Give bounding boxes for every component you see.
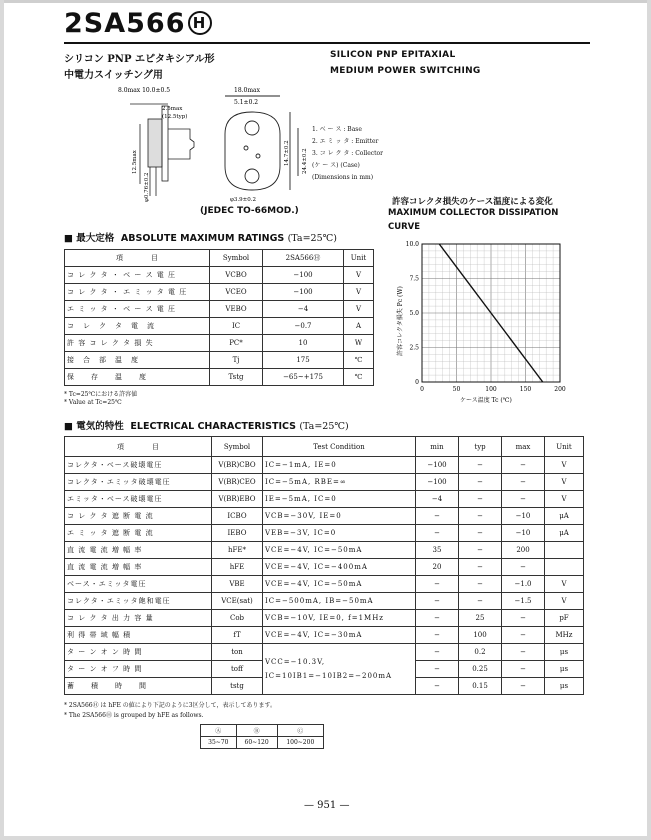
dim-side-top: 8.0max 10.0±0.5	[118, 87, 171, 94]
dim-side-2: 2.5max	[162, 106, 183, 112]
group-c-label: Ⓒ	[277, 725, 323, 737]
elec-hdr-unit: Unit	[545, 437, 584, 457]
x-tick-label: 50	[452, 386, 461, 393]
table-row: コレクタ・ベース破壊電圧 V(BR)CBO IC=−1mA, IE=0 −100 − − V	[65, 457, 584, 474]
abs-note-2: * Value at Tc=25℃	[64, 399, 122, 406]
window-right-edge	[647, 0, 651, 840]
hfe-grouping-table	[200, 724, 324, 749]
dim-front-top2: 5.1±0.2	[234, 99, 259, 106]
chart-ticks	[406, 241, 566, 393]
table-row: 保 存 温 度 Tstg −65~+175 ℃	[65, 369, 374, 386]
y-tick-label: 7.5	[409, 275, 419, 283]
table-row: ベース・エミッタ電圧 VBE VCE=−4V, IC=−50mA − − −1.0 V	[65, 576, 584, 593]
window-left-edge	[0, 0, 4, 840]
desc-jp-1: シリコン PNP エピタキシアル形	[64, 54, 215, 65]
abs-max-heading: ■ 最大定格 ABSOLUTE MAXIMUM RATINGS (Ta=25℃)	[64, 233, 337, 244]
table-row: タ ー ン オ ン 時 間 ton VCC=−10.3V, IC=10IB1=−10IB2=−200mA − 0.2 − μs	[65, 644, 584, 661]
chart-title-jp: 許容コレクタ損失のケース温度による変化	[392, 197, 553, 207]
table-row: コ レ ク タ 遮 断 電 流 ICBO VCB=−30V, IE=0 − − −10 μA	[65, 508, 584, 525]
elec-hdr-min: min	[416, 437, 459, 457]
group-b-label: Ⓑ	[236, 725, 277, 737]
elec-hdr-symbol: Symbol	[212, 437, 263, 457]
elec-note-1: * 2SA566Ⓗ は hFE の値により下記のように3区分して，表示してあります。	[64, 702, 276, 709]
elec-hdr-cond: Test Condition	[263, 437, 416, 457]
dim-front-r2: 24.4±0.2	[302, 148, 308, 174]
elec-hdr-max: max	[502, 437, 545, 457]
package-drawing	[100, 84, 310, 204]
abs-hdr-item: 項 目	[65, 250, 210, 267]
desc-jp-2: 中電力スイッチング用	[64, 70, 163, 81]
package-caption: (JEDEC TO-66MOD.)	[200, 206, 299, 216]
elec-hdr-typ: typ	[459, 437, 502, 457]
dim-side-left: 12.5max	[132, 150, 138, 174]
y-axis-label: 許容コレクタ損失 Pc (W)	[397, 286, 404, 356]
table-row: エミッタ・ベース破壊電圧 V(BR)EBO IE=−5mA, IC=0 −4 − − V	[65, 491, 584, 508]
table-row: エ ミ ッ タ 遮 断 電 流 IEBO VEB=−3V, IC=0 − − −10 μA	[65, 525, 584, 542]
abs-max-table	[64, 249, 374, 386]
abs-hdr-unit: Unit	[344, 250, 374, 267]
abs-note-1: * Tc=25℃における許容値	[64, 391, 138, 398]
elec-hdr-item: 項 目	[65, 437, 212, 457]
x-tick-label: 0	[420, 386, 424, 393]
dim-front-top1: 18.0max	[234, 87, 261, 94]
table-row: 蓄 積 時 間 tstg − 0.15 − μs	[65, 678, 584, 695]
title-rule	[64, 42, 590, 44]
x-tick-label: 100	[485, 386, 497, 393]
pin-label-1: 1. ベ ー ス : Base	[312, 126, 362, 133]
table-row: コ レ ク タ 電 流 IC −0.7 A	[65, 318, 374, 335]
table-row: コレクタ・エミッタ破壊電圧 V(BR)CEO IC=−5mA, RBE=∞ −100 − − V	[65, 474, 584, 491]
dim-side-pin: φ0.76±0.2	[144, 172, 150, 202]
pin-label-3: 3. コ レ ク タ : Collector	[312, 150, 384, 157]
x-tick-label: 150	[519, 386, 532, 393]
x-axis-label: ケース温度 Tc (℃)	[460, 397, 512, 404]
elec-note-2: * The 2SA566Ⓗ is grouped by hFE as follows.	[64, 712, 204, 719]
desc-en-2: MEDIUM POWER SWITCHING	[330, 66, 481, 76]
table-row: 利 得 帯 域 幅 積 fT VCE=−4V, IC=−30mA − 100 − MHz	[65, 627, 584, 644]
y-tick-label: 2.5	[409, 344, 419, 352]
table-row: 許 容 コ レ ク タ 損 失 PC* 10 W	[65, 335, 374, 352]
pin-legend	[312, 124, 383, 184]
window-top-edge	[0, 0, 651, 3]
part-suffix-badge: H	[188, 11, 212, 35]
table-row: 直 流 電 流 増 幅 率 hFE VCE=−4V, IC=−400mA 20 − −	[65, 559, 584, 576]
table-row: 直 流 電 流 増 幅 率 hFE* VCE=−4V, IC=−50mA 35 − 200	[65, 542, 584, 559]
group-a-label: Ⓐ	[201, 725, 237, 737]
page-number: — 951 —	[304, 800, 350, 811]
group-b-value: 60~120	[236, 737, 277, 749]
window-bottom-edge	[0, 836, 651, 840]
group-a-value: 35~70	[201, 737, 237, 749]
group-c-value: 100~200	[277, 737, 323, 749]
chart-title-en-1: MAXIMUM COLLECTOR DISSIPATION	[388, 208, 559, 218]
table-row: コ レ ク タ 出 力 容 量 Cob VCB=−10V, IE=0, f=1MHz − 25 − pF	[65, 610, 584, 627]
table-row: エ ミ ッ タ ・ ベ ー ス 電 圧 VEBO −4 V	[65, 301, 374, 318]
y-tick-label: 10.0	[405, 241, 419, 248]
part-number: 2SA566	[64, 8, 186, 39]
table-row: コ レ ク タ ・ ベ ー ス 電 圧 VCBO −100 V	[65, 267, 374, 284]
part-number-title	[64, 8, 212, 39]
elec-heading: ■ 電気的特性 ELECTRICAL CHARACTERISTICS (Ta=25℃)	[64, 421, 349, 432]
dim-side-3: (12.5typ)	[162, 114, 188, 120]
table-row: 接 合 部 温 度 Tj 175 ℃	[65, 352, 374, 369]
desc-en-1: SILICON PNP EPITAXIAL	[330, 50, 456, 60]
dim-front-hole: φ3.9±0.2	[230, 197, 256, 203]
table-row: コレクタ・エミッタ飽和電圧 VCE(sat) IC=−500mA, IB=−50mA − − −1.5 V	[65, 593, 584, 610]
pin-label-4: (ケ ー ス) (Case)	[312, 162, 360, 169]
dim-front-r1: 14.7±0.2	[284, 140, 290, 166]
abs-hdr-value: 2SA566Ⓗ	[263, 250, 344, 267]
y-tick-label: 0	[415, 379, 419, 386]
pin-label-5: (Dimensions in mm)	[312, 174, 374, 181]
chart-title-en-2: CURVE	[388, 222, 421, 232]
pin-label-2: 2. エ ミ ッ タ : Emitter	[312, 138, 379, 145]
y-tick-label: 5.0	[409, 310, 419, 317]
elec-table	[64, 436, 584, 695]
abs-hdr-symbol: Symbol	[210, 250, 263, 267]
table-row: タ ー ン オ フ 時 間 toff − 0.25 − μs	[65, 661, 584, 678]
dissipation-chart	[390, 236, 590, 416]
table-row: コ レ ク タ ・ エ ミ ッ タ 電 圧 VCEO −100 V	[65, 284, 374, 301]
x-tick-label: 200	[554, 386, 566, 393]
